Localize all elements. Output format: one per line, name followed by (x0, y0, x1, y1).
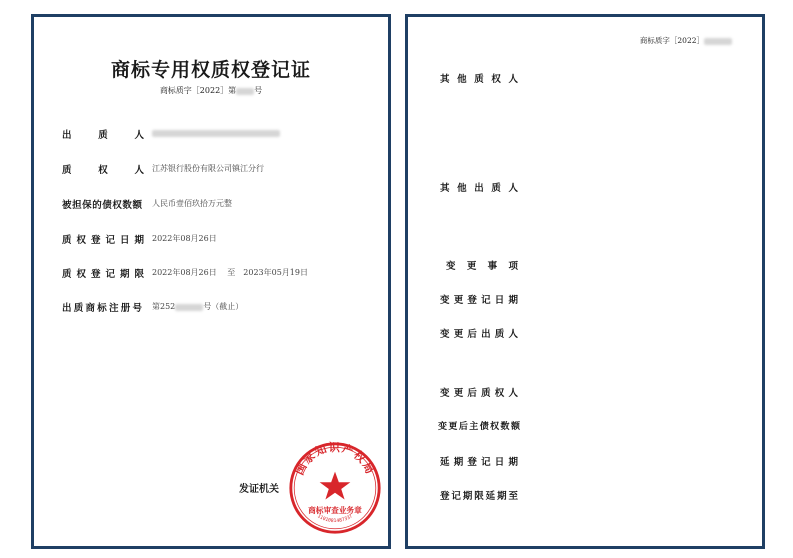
certificate-back-page (405, 14, 765, 549)
certificate-number (34, 85, 388, 96)
label-changed-pledgor: 变更后出质人 (440, 329, 518, 340)
redacted-number (236, 88, 254, 95)
label-other-pledgors: 其他出质人 (440, 183, 518, 194)
label-other-pledgees: 其他质权人 (440, 74, 518, 85)
issuing-authority-label: 发证机关 (239, 484, 279, 495)
redacted-number (704, 38, 732, 45)
svg-text:国家知识产权局 (292, 440, 377, 477)
field-label: 质权登记期限 (62, 269, 144, 280)
field-label: 出质商标注册号 (62, 303, 142, 314)
field-value: 人民币壹佰玖拾万元整 (152, 199, 232, 208)
certificate-number-suffix: 号 (254, 86, 263, 95)
official-seal-icon (287, 440, 383, 536)
seal-serial: 1101081487337 (316, 514, 354, 525)
certificate-number-prefix: 商标质字［2022］第 (159, 86, 237, 95)
label-extended-until: 登记期限延期至 (440, 491, 518, 502)
seal-inner-text: 商标审查业务章 (308, 505, 362, 515)
field-label: 质权登记日期 (62, 235, 144, 246)
field-label: 被担保的债权数额 (62, 200, 142, 211)
label-changed-debt-amount: 变更后主债权数额 (438, 422, 520, 432)
field-value: 2022年08月26日 至 2023年05月19日 (152, 268, 308, 277)
field-value: 第252 号（截止） (152, 302, 244, 311)
certificate-number-prefix: 商标质字［2022］ (639, 36, 704, 45)
label-changed-pledgee: 变更后质权人 (440, 388, 518, 399)
field-value: 2022年08月26日 (152, 234, 217, 243)
certificate-number (640, 35, 732, 46)
label-extension-date: 延期登记日期 (440, 457, 518, 468)
field-label: 质 权 人 (62, 165, 144, 176)
field-value: 江苏银行股份有限公司镇江分行 (152, 164, 264, 173)
certificate-front-page (31, 14, 391, 549)
label-change-date: 变更登记日期 (440, 295, 518, 306)
certificate-title: 商标专用权质权登记证 (110, 59, 311, 81)
field-label: 出 质 人 (62, 130, 144, 141)
label-change-items: 变更事项 (446, 261, 518, 272)
seal-star-icon (320, 472, 351, 500)
seal-outer-text: 国家知识产权局 (293, 441, 377, 478)
field-value-redacted (152, 128, 280, 137)
